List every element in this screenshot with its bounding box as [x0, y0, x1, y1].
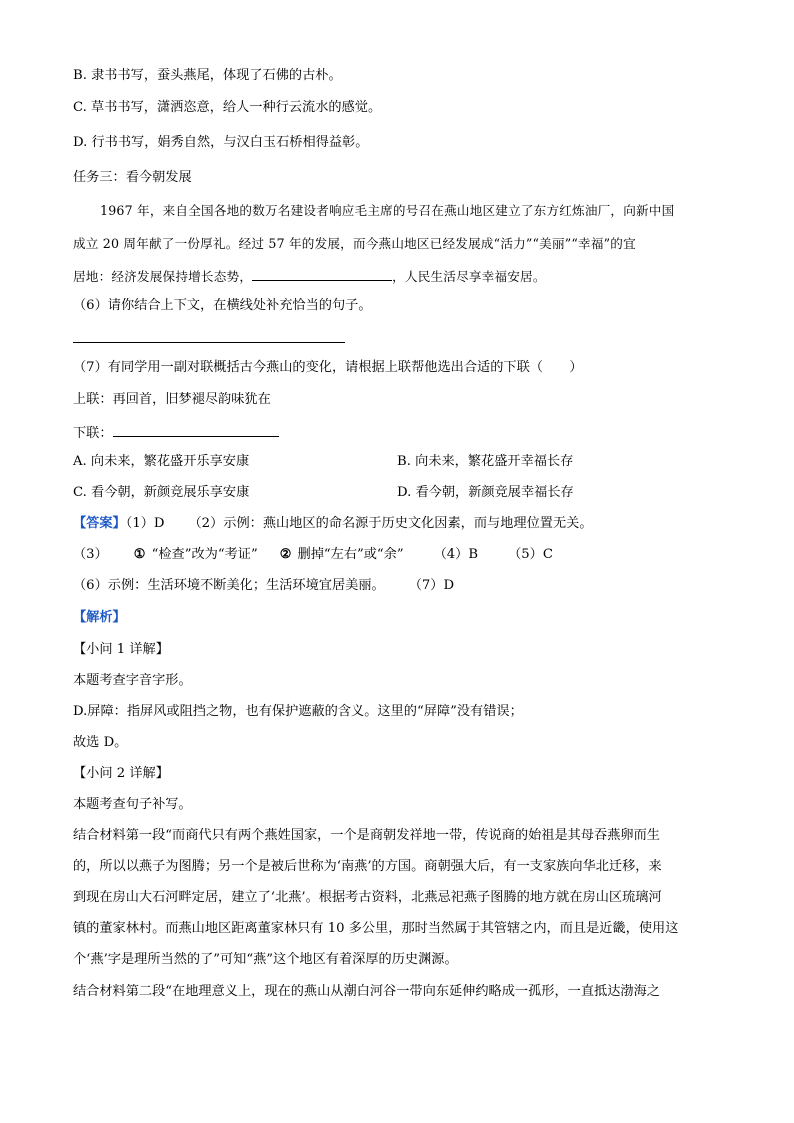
sub-question-1-line1: 本题考查字音字形。: [73, 673, 192, 688]
sub-question-2-para-line4: 镇的董家林村。而燕山地区距离董家林只有 10 多公里，那时当然属于其管辖之内，而且是近畿，使用这: [73, 921, 679, 936]
couplet-lower-label: 下联：: [73, 426, 113, 441]
analysis-tag: 【解析】: [73, 610, 126, 625]
question-6-prompt: （6）请你结合上下文，在横线处补充恰当的句子。: [73, 298, 372, 313]
task3-paragraph-line1: 1967 年，来自全国各地的数万名建设者响应毛主席的号召在燕山地区建立了东方红炼油厂，向新中国: [100, 203, 675, 218]
answer-3-part2: 删掉“左右”或“余”: [297, 547, 404, 562]
sub-question-2-heading: 【小问 2 详解】: [73, 766, 169, 781]
paragraph-line3-end: ，人民生活尽享幸福安居。: [392, 269, 546, 284]
answer-5: （5）C: [508, 547, 553, 562]
answer-line3: [73, 576, 454, 596]
sub-question-2-para-line5: 个‘燕’字是理所当然的了”可知“燕”这个地区有着深厚的历史渊源。: [73, 952, 458, 967]
sub-question-2-para-line3: 到现在房山大石河畔定居，建立了‘北燕’。根据考古资料，北燕忌祀燕子图腾的地方就在房山区琉璃河: [73, 890, 662, 905]
option-a: A. 向未来，繁花盛开乐享安康: [73, 454, 250, 469]
fill-in-blank[interactable]: [252, 266, 392, 281]
option-c: C. 看今朝，新颜竞展乐享安康: [73, 485, 250, 500]
paragraph-line3-start: 居地：经济发展保持增长态势，: [73, 269, 253, 284]
couplet-lower-blank[interactable]: [113, 422, 279, 437]
answer-2: （2）示例：燕山地区的命名源于历史文化因素，而与地理位置无关。: [188, 516, 593, 531]
answer-7: （7）D: [408, 578, 455, 593]
sub-question-2-para-line2: 的，所以以燕子为图腾；另一个是被后世称为‘南燕’的方国。商朝强大后，有一支家族向华北迁移，来: [73, 859, 662, 874]
task3-heading: 任务三：看今朝发展: [73, 170, 192, 185]
option-c-prev: C. 草书书写，潇洒恣意，给人一种行云流水的感觉。: [73, 100, 382, 115]
sub-question-2-para2-line1: 结合材料第二段“在地理意义上，现在的燕山从潮白河谷一带向东延伸约略成一孤形，一直抵达渤海之: [73, 984, 660, 999]
sub-question-1-line2: D.屏障：指屏风或阻挡之物，也有保护遮蔽的含义。这里的“屏障”没有错误；: [73, 704, 523, 719]
answer-1: （1）D: [125, 516, 165, 531]
answer-line2: [73, 545, 553, 565]
answer-4: （4）B: [433, 547, 479, 562]
option-b: B. 向未来，繁花盛开幸福长存: [397, 454, 574, 469]
couplet-lower: [73, 422, 279, 444]
circled-one: ①: [133, 547, 146, 562]
answer-6: （6）示例：生活环境不断美化；生活环境宜居美丽。: [73, 578, 385, 593]
task3-paragraph-line3: [73, 266, 546, 287]
sub-question-2-para-line1: 结合材料第一段“而商代只有两个燕姓国家，一个是商朝发祥地一带，传说商的始祖是其母吞燕卵而生: [73, 828, 660, 843]
answer-line1: [73, 514, 593, 534]
circled-two: ②: [279, 547, 292, 562]
option-d-prev: D. 行书书写，娟秀自然，与汉白玉石桥相得益彰。: [73, 135, 369, 150]
option-d: D. 看今朝，新颜竞展幸福长存: [397, 485, 574, 500]
answer-tag: 【答案】: [73, 516, 126, 531]
sub-question-2-line1: 本题考查句子补写。: [73, 797, 192, 812]
sub-question-1-heading: 【小问 1 详解】: [73, 642, 169, 657]
question-7-prompt: （7）有同学用一副对联概括古今燕山的变化，请根据上联帮他选出合适的下联（ ）: [73, 360, 583, 375]
answer-3: （3）: [73, 547, 108, 562]
answer-3-part1: “检查”改为“考证”: [151, 547, 258, 562]
option-b-prev: B. 隶书书写，蚕头燕尾，体现了石佛的古朴。: [73, 68, 342, 83]
sub-question-1-line3: 故选 D。: [73, 735, 128, 750]
couplet-upper: 上联：再回首，旧梦褪尽韵味犹在: [73, 392, 271, 407]
task3-paragraph-line2: 成立 20 周年献了一份厚礼。经过 57 年的发展，而今燕山地区已经发展成“活力”“美丽”“幸福”的宜: [73, 236, 636, 251]
question-6-answer-line[interactable]: [73, 342, 345, 343]
